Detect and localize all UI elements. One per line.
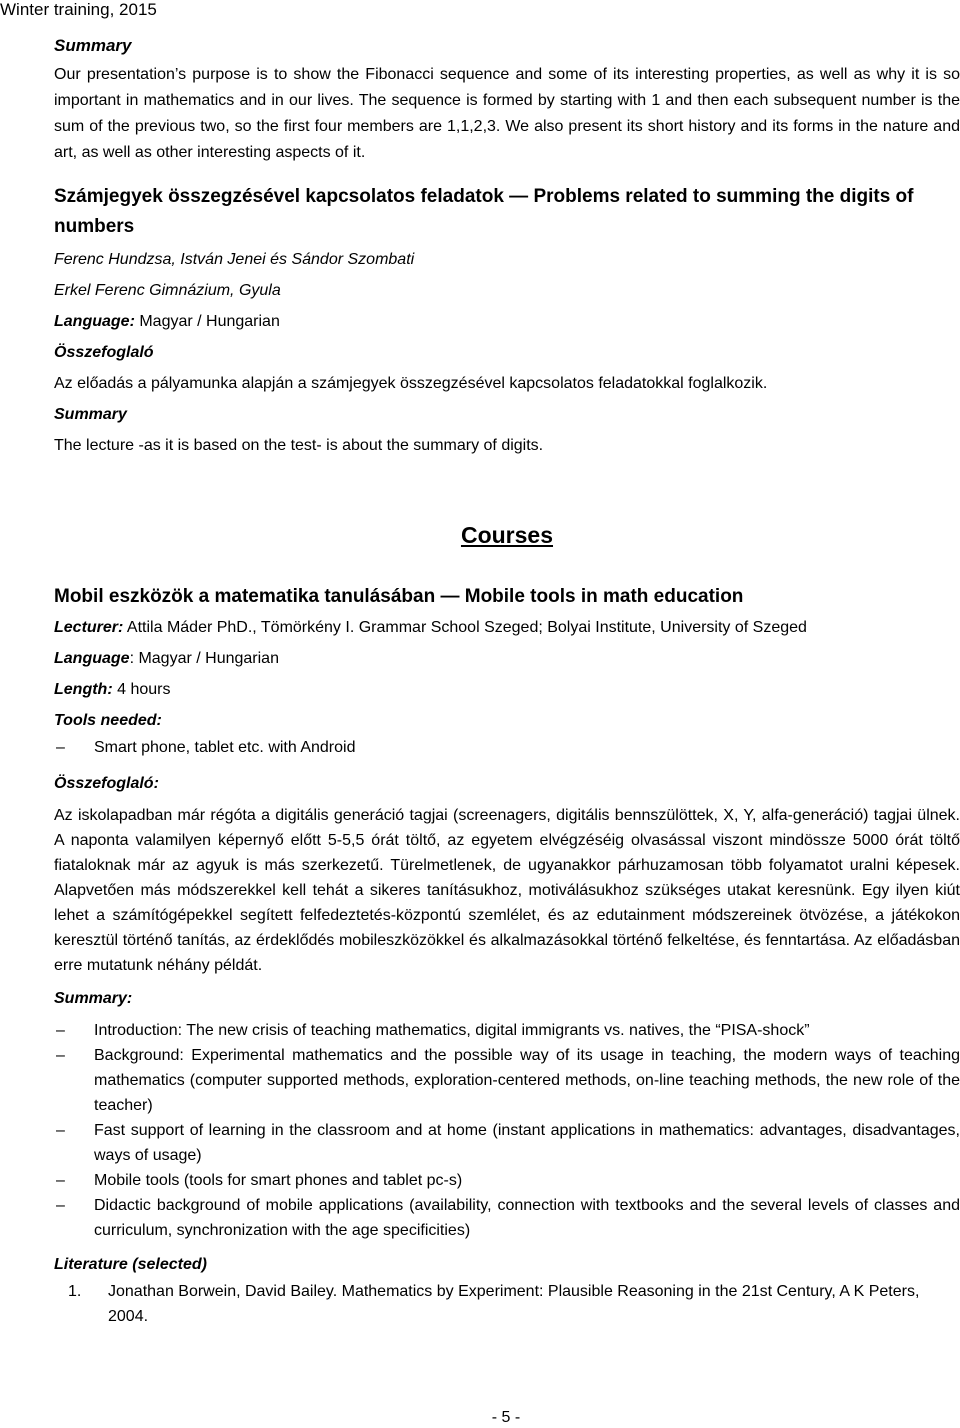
course-language-value: : Magyar / Hungarian <box>129 650 279 667</box>
length-value: 4 hours <box>112 681 171 698</box>
page-content <box>54 34 960 1329</box>
dash-bullet: – <box>56 1172 65 1189</box>
course-lecturer <box>54 618 960 638</box>
course-language <box>54 649 960 669</box>
talk-title: Számjegyek összegzésével kapcsolatos feladatok — Problems related to summing the digits of numbers <box>54 186 914 237</box>
dash-bullet: – <box>56 1047 65 1064</box>
course-length <box>54 680 960 700</box>
talk-institution: Erkel Ferenc Gimnázium, Gyula <box>54 282 281 299</box>
language-value: Magyar / Hungarian <box>134 313 280 330</box>
fibonacci-summary-heading: Summary <box>54 36 132 55</box>
length-label: Length: <box>54 681 113 698</box>
tools-list <box>54 735 960 760</box>
talk-language <box>54 312 960 332</box>
lecturer-value: Attila Máder PhD., Tömörkény I. Grammar School Szeged; Bolyai Institute, University of Szeged <box>123 619 807 636</box>
list-item: – Didactic background of mobile applications (availability, connection with textbooks and the several levels of classes and curriculum, synchronization with the age specificities) <box>54 1193 960 1243</box>
tools-heading: Tools needed: <box>54 712 162 729</box>
list-item: – Introduction: The new crisis of teaching mathematics, digital immigrants vs. natives, the “PISA-shock” <box>54 1018 960 1043</box>
fibonacci-summary-text: Our presentation’s purpose is to show the Fibonacci sequence and some of its interesting properties, as well as why it is so important in mathematics and in our lives. The sequence is formed by starting with 1 and then each subsequent number is the sum of the previous two, so the first four members are 1,1,2,3. We also present its short history and its forms in the nature and art, as well as other interesting aspects of it. <box>54 66 960 161</box>
dash-bullet: – <box>56 1197 65 1214</box>
list-item: 1. Jonathan Borwein, David Bailey. Mathematics by Experiment: Plausible Reasoning in the 21st Century, A K Peters, 2004. <box>54 1279 960 1329</box>
dash-bullet: – <box>56 1022 65 1039</box>
list-item: – Mobile tools (tools for smart phones and tablet pc-s) <box>54 1168 960 1193</box>
course-summary-heading: Summary: <box>54 990 133 1007</box>
course-language-label: Language <box>54 650 130 667</box>
running-header: Winter training, 2015 <box>0 0 157 19</box>
course-osszefoglalo-text: Az iskolapadban már régóta a digitális generáció tagjai (screenagers, digitális bennszülöttek, X, Y, alfa-generáció) tagjai ülnek. A naponta valamilyen képernyő előtt 5-5,5 órát töltő, az egyetem elvégzéséig olvasással viszont mindössze 5000 órát töltő fiataloknak már az agyuk is más szerkezetű. Türelmetlenek, de ugyanakkor párhuzamosan több folyamatot uralni képesek. Alapvetően más módszerekkel kell tehát a sikeres tanításukhoz, motiválásukhoz szükséges utakat keresnünk. Egy ilyen kiút lehet a számítógépekkel segített felfedeztetés-központú szemlélet, és az edutainment módszereinek ötvözése, a játékokon keresztül történő tanítás, az érdeklődés mobileszközökkel és alkalmazásokkal történő felkeltése, és fenntartása. Az előadásban erre mutatunk néhány példát. <box>54 807 960 974</box>
courses-heading: Courses <box>460 522 554 548</box>
course-osszefoglalo-heading: Összefoglaló: <box>54 775 159 792</box>
language-label: Language: <box>54 313 135 330</box>
dash-bullet: – <box>56 739 65 756</box>
list-item: – Smart phone, tablet etc. with Android <box>54 735 960 760</box>
talk-authors: Ferenc Hundzsa, István Jenei és Sándor Szombati <box>54 251 415 268</box>
dash-bullet: – <box>56 1122 65 1139</box>
list-item: – Fast support of learning in the classroom and at home (instant applications in mathematics: advantages, disadvantages, ways of usage) <box>54 1118 960 1168</box>
page-number: - 5 - <box>491 1409 521 1426</box>
literature-heading: Literature (selected) <box>54 1256 207 1273</box>
talk-osszefoglalo-text: Az előadás a pályamunka alapján a számjegyek összegzésével kapcsolatos feladatokkal foglalkozik. <box>54 375 768 392</box>
lecturer-label: Lecturer: <box>54 619 124 636</box>
list-number: 1. <box>68 1283 82 1300</box>
course-title: Mobil eszközök a matematika tanulásában — Mobile tools in math education <box>54 586 744 607</box>
course-summary-list <box>54 1018 960 1243</box>
talk-osszefoglalo-heading: Összefoglaló <box>54 344 154 361</box>
literature-list <box>54 1279 960 1329</box>
talk-summary-heading: Summary <box>54 406 127 423</box>
talk-summary-text: The lecture -as it is based on the test- is about the summary of digits. <box>54 437 544 454</box>
list-item: – Background: Experimental mathematics and the possible way of its usage in teaching, the modern ways of teaching mathematics (computer supported methods, exploration-centered methods, on-line teaching methods, the new role of the teacher) <box>54 1043 960 1118</box>
